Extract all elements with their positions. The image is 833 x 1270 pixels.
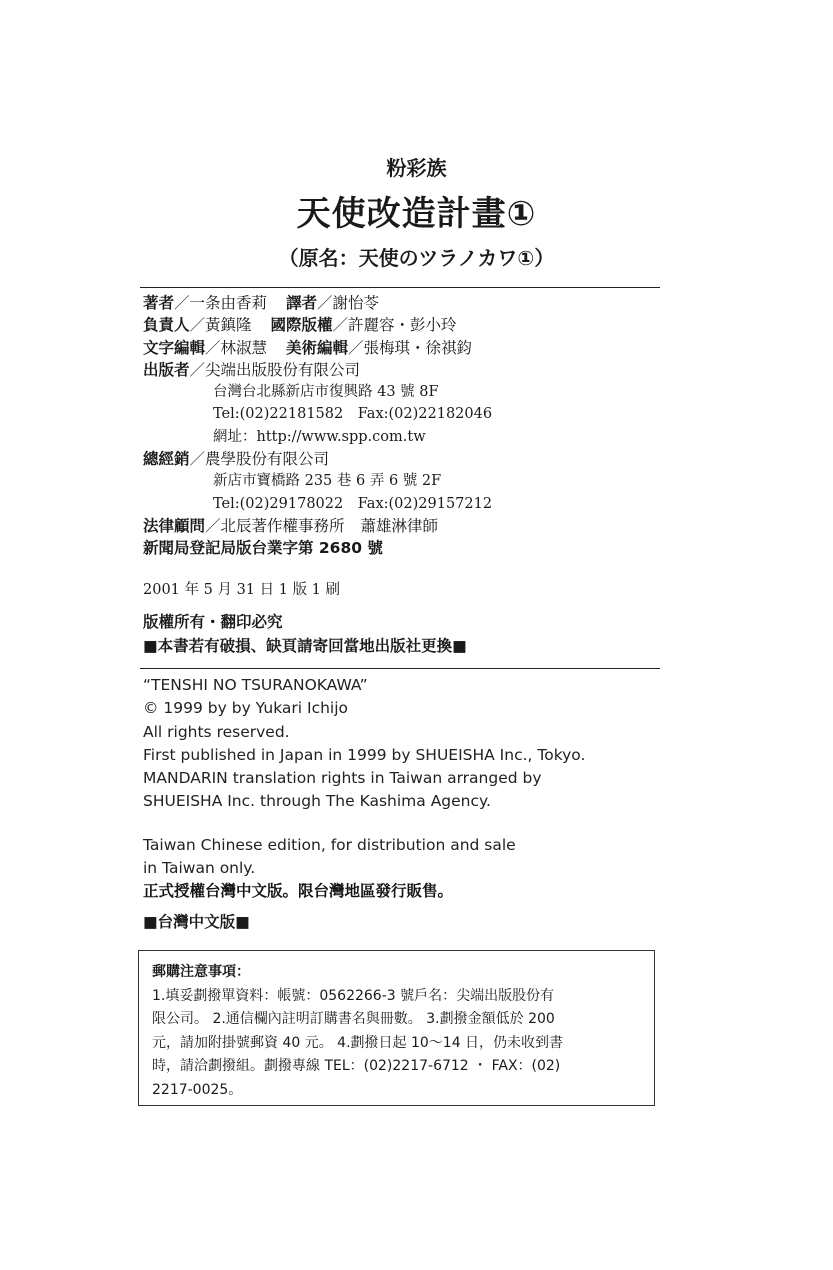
mail-order-line-1: 1.填妥劃撥單資料：帳號：0562266-3 號戶名：尖端出版股份有 [152,987,555,1004]
divider-middle [140,668,660,669]
edition-authorization-zh: 正式授權台灣中文版。限台灣地區發行販售。 [143,882,454,901]
editor-label: 負責人 [143,316,190,335]
taiwan-edition-label: ■台灣中文版■ [143,913,250,931]
art-editor-label: 美術編輯 [285,338,348,357]
credit-row-legal [143,515,492,537]
editor-name: ／黃鎮隆 [189,316,252,335]
author-name: ／一条由香莉 [174,294,268,312]
intl-rights-label: 國際版權 [270,316,333,335]
rights-block [143,610,467,658]
legal-firm: ／北辰著作權事務所 [205,516,345,535]
english-rights-reserved: All rights reserved. [143,722,290,741]
lawyer-name: 蕭雄淋律師 [360,516,439,535]
mail-order-heading: 郵購注意事項： [152,964,250,980]
translator-label: 譯者 [285,294,317,312]
credit-row-text-editor [143,337,492,359]
translator-name: ／謝怡苓 [316,294,379,312]
english-original-title: “TENSHI NO TSURANOKAWA” [143,676,368,694]
distributor-label: 總經銷 [143,450,190,469]
series-name: 粉彩族 [386,156,447,180]
rights-reserved: 版權所有・翻印必究 [143,613,283,631]
publisher-address: 台灣台北縣新店市復興路 43 號 8F [213,384,439,401]
english-copyright: © 1999 by by Yukari Ichijo [143,699,349,718]
intl-rights-names: ／許麗容・彭小玲 [332,316,457,335]
distributor-phone: Tel:(02)29178022 Fax:(02)29157212 [213,495,493,512]
english-copyright-block [143,674,585,904]
english-edition-2: in Taiwan only. [143,859,256,878]
distributor-name: ／農學股份有限公司 [189,450,330,469]
credits-block [143,292,492,560]
author-label: 著者 [143,294,175,312]
original-title: （原名：天使のツラノカワ①） [278,246,555,270]
publisher-phone: Tel:(02)22181582 Fax:(02)22182046 [213,406,493,423]
publisher-website: 網址：http://www.spp.com.tw [213,428,426,445]
text-editor-label: 文字編輯 [143,338,206,357]
art-editor-names: ／張梅琪・徐祺鈞 [347,338,472,357]
edition-date: 2001 年 5 月 31 日 1 版 1 刷 [143,582,341,598]
english-edition-1: Taiwan Chinese edition, for distribution and sale [143,835,516,854]
divider-top [140,287,660,288]
defect-notice: ■本書若有破損、缺頁請寄回當地出版社更換■ [143,637,467,655]
mail-order-line-4: 時，請洽劃撥組。劃撥專線 TEL：(02)2217-6712 ・ FAX：(02) [152,1058,561,1074]
credit-row-editor [143,314,492,336]
registration-number: 新聞局登記局版台業字第 2680 號 [143,539,383,558]
publisher-label: 出版者 [143,360,190,379]
text-editor-name: ／林淑慧 [205,338,268,357]
credit-row-distributor [143,448,492,470]
english-translation-rights-2: SHUEISHA Inc. through The Kashima Agency. [143,792,491,811]
distributor-address: 新店市寶橋路 235 巷 6 弄 6 號 2F [213,473,442,490]
legal-label: 法律顧問 [143,516,206,535]
spacer [143,814,585,834]
mail-order-line-5: 2217-0025。 [152,1081,243,1098]
mail-order-box [138,950,655,1106]
credit-row-author [143,292,492,314]
publisher-name: ／尖端出版股份有限公司 [189,360,361,379]
mail-order-line-3: 元，請加附掛號郵資 40 元。 4.劃撥日起 10～14 日，仍未收到書 [152,1034,564,1051]
english-translation-rights-1: MANDARIN translation rights in Taiwan arranged by [143,769,542,788]
english-first-published: First published in Japan in 1999 by SHUEISHA Inc., Tokyo. [143,745,586,764]
credit-row-publisher [143,359,492,381]
mail-order-line-2: 限公司。 2.通信欄內註明訂購書名與冊數。 3.劃撥金額低於 200 [152,1011,555,1027]
book-title: 天使改造計畫① [296,194,537,234]
